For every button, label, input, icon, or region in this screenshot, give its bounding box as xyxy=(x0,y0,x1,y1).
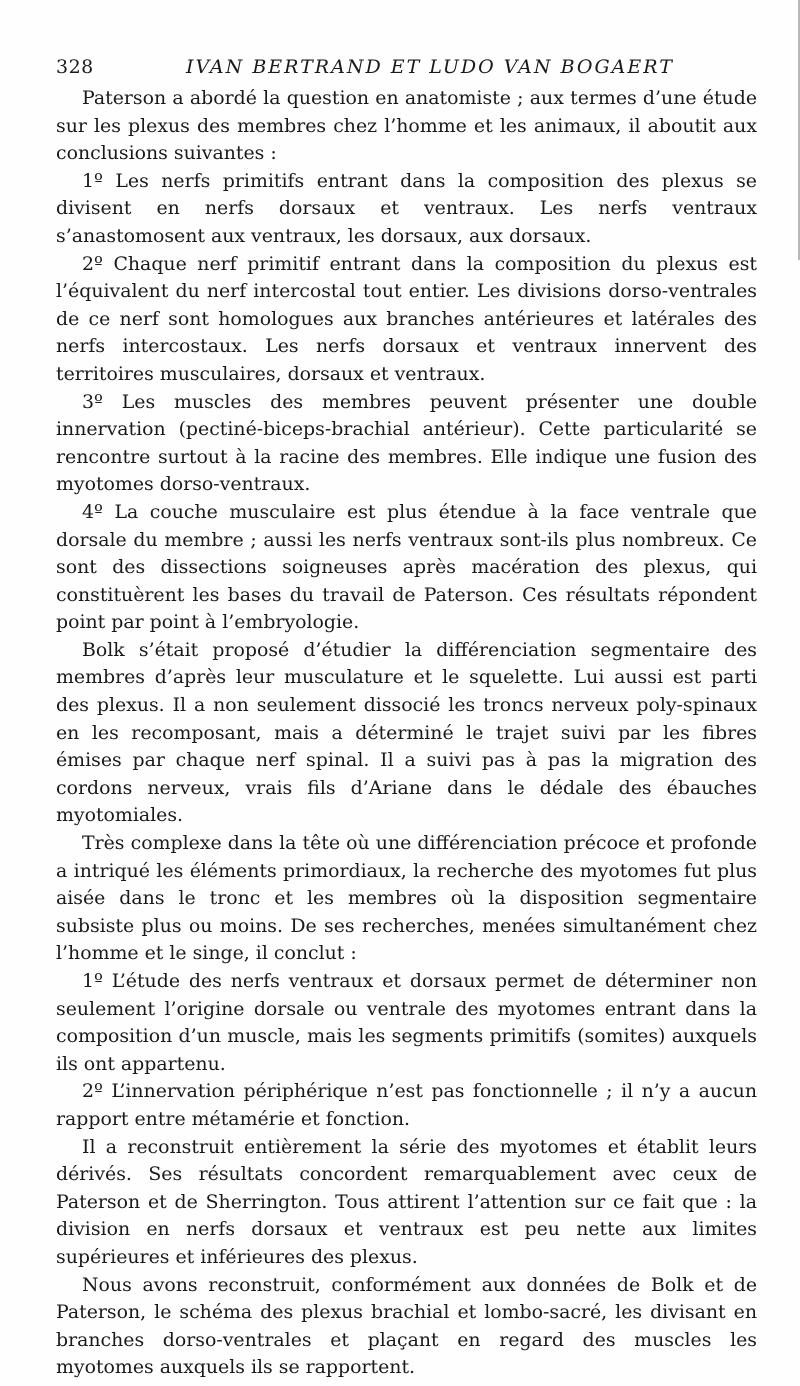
paragraph: 2º Chaque nerf primitif entrant dans la composition du plexus est l’équivalent du nerf intercostal tout entier. Les divisions dorso-ventrales de ce nerf sont homologues aux branches antérieures et latérales des nerfs intercostaux. Les nerfs dorsaux et ventraux innervent des territoires musculaires, dorsaux et ventraux. xyxy=(56,252,757,385)
paragraph: 3º Les muscles des membres peuvent présenter une double innervation (pectiné-biceps-brachial antérieur). Cette particularité se rencontre surtout à la racine des membres. Elle indique une fusion des myotomes dorso-ventraux. xyxy=(56,390,757,496)
paragraph: Très complexe dans la tête où une différenciation précoce et profonde a intriqué les éléments primordiaux, la recherche des myotomes fut plus aisée dans le tronc et les membres où la disposition segmentaire subsiste plus ou moins. De ses recherches, menées simultanément chez l’homme et le singe, il conclut : xyxy=(56,832,757,965)
page-header xyxy=(46,50,758,80)
paragraph: 2º L’innervation périphérique n’est pas fonctionnelle ; il n’y a aucun rapport entre métamérie et fonction. xyxy=(56,1080,757,1130)
paragraph: Paterson a abordé la question en anatomiste ; aux termes d’une étude sur les plexus des membres chez l’homme et les animaux, il aboutit aux conclusions suivantes : xyxy=(56,87,757,165)
paragraph: Bolk s’était proposé d’étudier la différenciation segmentaire des membres d’après leur musculature et le squelette. Lui aussi est parti des plexus. Il a non seulement dissocié les troncs nerveux poly-spinaux en les recomposant, mais a déterminé le trajet suivi par les fibres émises par chaque nerf spinal. Il a suivi pas à pas la migration des cordons nerveux, vrais fils d’Ariane dans le dédale des ébauches myotomiales. xyxy=(56,638,757,827)
page-number: 328 xyxy=(56,56,94,78)
paragraph: 1º L’étude des nerfs ventraux et dorsaux permet de déterminer non seulement l’origine dorsale ou ventrale des myotomes entrant dans la composition d’un muscle, mais les segments primitifs (somites) auxquels ils ont appartenu. xyxy=(56,970,757,1075)
paragraph: Il a reconstruit entièrement la série des myotomes et établit leurs dérivés. Ses résultats concordent remarquablement avec ceux de Paterson et de Sherrington. Tous attirent l’attention sur ce fait que : la division en nerfs dorsaux et ventraux est peu nette aux limites supérieures et inférieures des plexus. xyxy=(56,1135,757,1268)
paragraph: 4º La couche musculaire est plus étendue à la face ventrale que dorsale du membre ; aussi les nerfs ventraux sont-ils plus nombreux. Ce sont des dissections soigneuses après macération des plexus, qui constituèrent les bases du travail de Paterson. Ces résultats répondent point par point à l’embryologie. xyxy=(56,500,757,634)
body-text xyxy=(56,85,757,1382)
paragraph: 1º Les nerfs primitifs entrant dans la composition des plexus se divisent en nerfs dorsaux et ventraux. Les nerfs ventraux s’anastomosent aux ventraux, les dorsaux, aux dorsaux. xyxy=(56,169,757,247)
paragraph: Nous avons reconstruit, conformément aux données de Bolk et de Paterson, le schéma des plexus brachial et lombo-sacré, les divisant en branches dorso-ventrales et plaçant en regard des muscles les myotomes auxquels ils se rapportent. xyxy=(56,1273,757,1379)
running-head: IVAN BERTRAND ET LUDO VAN BOGAERT xyxy=(186,56,674,78)
